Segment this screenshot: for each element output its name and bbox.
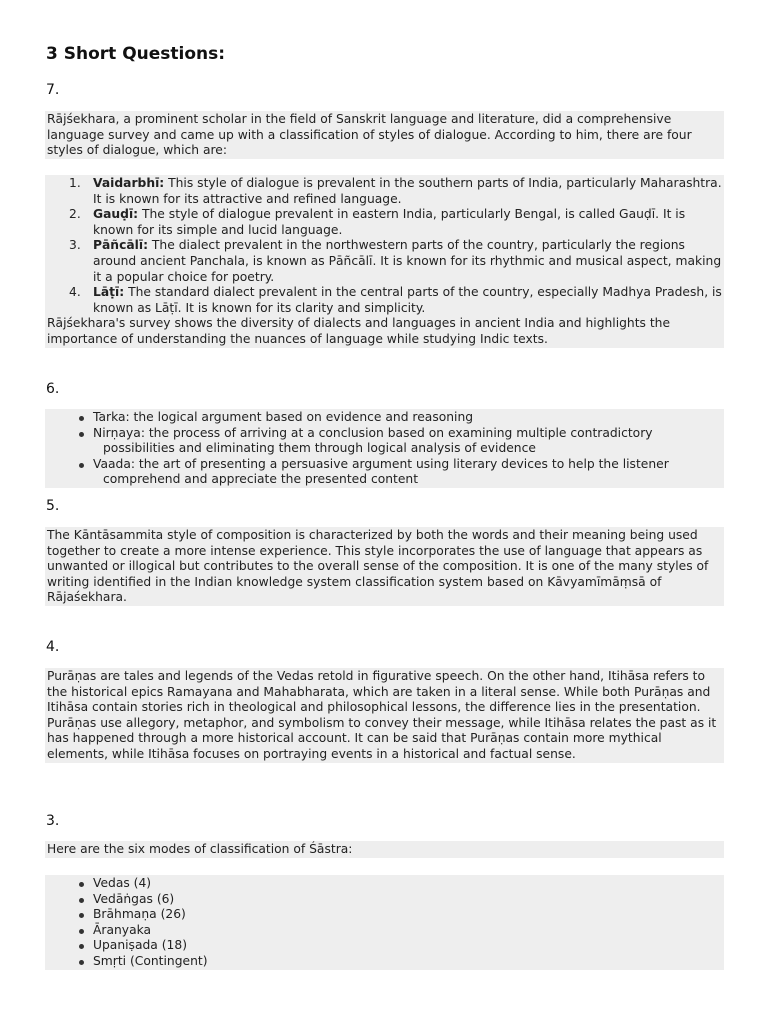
bullet-list bbox=[47, 410, 722, 488]
term-description: The dialect prevalent in the northwestern parts of the country, particularly the regions around ancient Panchala, is known as Pāñcālī. It is known for its rhythmic and musical aspect, making it a popular choice for poetry. bbox=[93, 238, 722, 284]
list-item-text: Upaniṣada (18) bbox=[93, 938, 187, 953]
paragraph: Rājśekhara, a prominent scholar in the field of Sanskrit language and literature, did a comprehensive language survey and came up with a classification of styles of dialogue. According to him, there are four styles of dialogue, which are: bbox=[47, 112, 692, 158]
list-marker: 2. bbox=[69, 207, 81, 222]
question-number: 5. bbox=[46, 498, 60, 514]
bullet-icon bbox=[79, 882, 84, 887]
answer-list-block bbox=[45, 409, 724, 488]
list-item bbox=[47, 410, 722, 426]
term-description: The standard dialect prevalent in the central parts of the country, especially Madhya Pradesh, is known as Lāṭī. It is known for its clarity and simplicity. bbox=[93, 285, 722, 315]
term: Lāṭī: bbox=[93, 285, 125, 300]
question-number: 7. bbox=[46, 82, 60, 98]
question-number: 4. bbox=[46, 639, 60, 655]
list-item-text: Tarka: the logical argument based on evidence and reasoning bbox=[93, 410, 474, 424]
term-description: The style of dialogue prevalent in eastern India, particularly Bengal, is called Gauḍī. It is known for its simple and lucid language. bbox=[93, 207, 686, 237]
paragraph: Here are the six modes of classification of Śāstra: bbox=[47, 842, 353, 856]
bullet-icon bbox=[79, 416, 84, 421]
answer-list-block bbox=[45, 875, 724, 970]
paragraph: Rājśekhara's survey shows the diversity of dialects and languages in ancient India and highlights the importance of understanding the nuances of language while studying Indic texts. bbox=[47, 316, 671, 346]
list-item bbox=[47, 907, 722, 923]
list-item bbox=[47, 457, 722, 488]
list-marker: 1. bbox=[69, 176, 81, 190]
paragraph: The Kāntāsammita style of composition is characterized by both the words and their meaning being used together to create a more intense experience. This style incorporates the use of language that appears as unwanted or illogical but contributes to the overall sense of the composition. It is one of the many styles of writing identified in the Indian knowledge system classification system based on Kāvyamīmāṃsā of Rājaśekhara. bbox=[47, 528, 709, 605]
term: Pāñcālī: bbox=[93, 238, 148, 253]
ordered-list bbox=[47, 176, 722, 316]
list-item bbox=[47, 923, 722, 939]
list-marker: 4. bbox=[69, 285, 81, 300]
list-item bbox=[47, 892, 722, 908]
bullet-list bbox=[47, 876, 722, 970]
page-title: 3 Short Questions: bbox=[46, 44, 226, 64]
bullet-icon bbox=[79, 960, 84, 965]
bullet-icon bbox=[79, 929, 84, 934]
list-item-text: Āranyaka bbox=[93, 922, 152, 937]
bullet-icon bbox=[79, 432, 84, 437]
answer-intro bbox=[45, 841, 724, 858]
list-item-text: Nirṇaya: the process of arriving at a conclusion based on examining multiple contradictory possibilities and eliminating them through logical analysis of evidence bbox=[93, 425, 653, 456]
list-item bbox=[47, 238, 722, 285]
bullet-icon bbox=[79, 898, 84, 903]
list-item bbox=[47, 207, 722, 238]
list-item-text: Vedāṅgas (6) bbox=[93, 891, 175, 906]
list-item-text: Vedas (4) bbox=[93, 876, 152, 890]
bullet-icon bbox=[79, 913, 84, 918]
list-item-text: Brāhmaṇa (26) bbox=[93, 907, 186, 922]
answer-paragraph-block bbox=[45, 668, 724, 763]
question-number: 3. bbox=[46, 813, 60, 829]
paragraph: Purāṇas are tales and legends of the Vedas retold in figurative speech. On the other hand, Itihāsa refers to the historical epics Ramayana and Mahabharata, which are taken in a literal sense. While both Purāṇas and Itihāsa contain stories rich in theological and philosophical lessons, the difference lies in the presentation. Purāṇas use allegory, metaphor, and symbolism to convey their message, while Itihāsa relates the past as it has happened through a more historical account. It can be said that Purāṇas contain more mythical elements, while Itihāsa focuses on portraying events in a historical and factual sense. bbox=[47, 669, 717, 761]
answer-intro bbox=[45, 111, 724, 159]
bullet-icon bbox=[79, 944, 84, 949]
term: Vaidarbhī: bbox=[93, 176, 165, 190]
list-item-text: Vaada: the art of presenting a persuasive argument using literary devices to help the listener comprehend and appreciate the presented content bbox=[93, 456, 669, 487]
answer-paragraph-block bbox=[45, 527, 724, 606]
list-item bbox=[47, 176, 722, 207]
list-item bbox=[47, 426, 722, 457]
list-marker: 3. bbox=[69, 238, 81, 253]
list-item bbox=[47, 954, 722, 970]
list-item-text: Smṛti (Contingent) bbox=[93, 953, 208, 968]
list-item bbox=[47, 938, 722, 954]
term-description: This style of dialogue is prevalent in the southern parts of India, particularly Maharashtra. It is known for its attractive and refined language. bbox=[93, 176, 722, 206]
bullet-icon bbox=[79, 463, 84, 468]
term: Gauḍī: bbox=[93, 207, 139, 222]
answer-list-block bbox=[45, 175, 724, 348]
list-item bbox=[47, 285, 722, 316]
question-number: 6. bbox=[46, 381, 60, 397]
list-item bbox=[47, 876, 722, 892]
